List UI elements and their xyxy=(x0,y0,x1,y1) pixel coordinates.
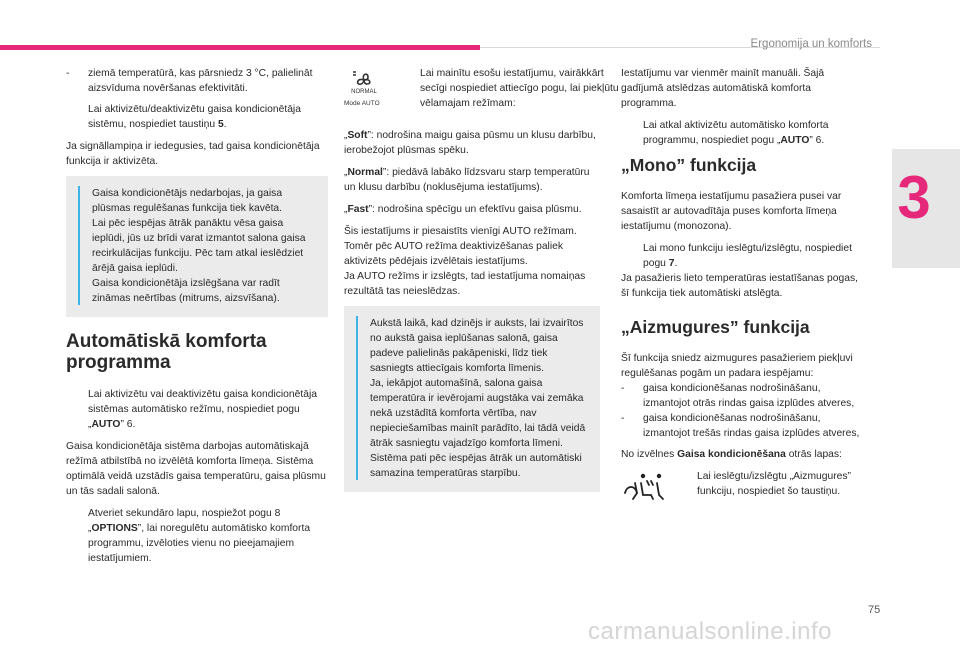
dash-marker: - xyxy=(621,413,625,424)
paragraph: Gaisa kondicionētāja sistēma darbojas automātiskajā režīmā atbilstībā no izvēlētā komforta līmeņa. Sistēma optimālā veidā uzstādīs gaisa temperatūru, gaisa plūsmu un tās sadali salonā. xyxy=(66,441,326,497)
button-ref: OPTIONS xyxy=(91,523,138,534)
instruction-text: Lai mainītu esošu iestatījumu, vairākkārt secīgi nospiediet attiecīgo pogu, lai piekļūtu vēlamajam režīmam: xyxy=(420,68,619,109)
section-title: Automātiskā komforta programma xyxy=(66,331,267,373)
paragraph: Ja pasažieris lieto temperatūras iestatīšanas pogas, šī funkcija tiek automātiski atslēgta. xyxy=(621,273,858,299)
instruction-text: Lai atkal aktivizētu automātisko komforta programmu, nospiediet pogu „ xyxy=(643,120,829,146)
mode-icon-sub: NORMAL xyxy=(351,89,377,95)
paragraph: Šis iestatījums ir piesaistīts vienīgi AUTO režīmam. Tomēr pēc AUTO režīma deaktivizēšanas paliek aktivizēts pēdējais izvēlētais iestatījums. xyxy=(344,226,577,267)
note-line: Gaisa kondicionētājs nedarbojas, ja gaisa plūsmas regulēšanas funkcija tiek kavēta. xyxy=(92,188,283,214)
list-item xyxy=(66,66,328,96)
instruction-item xyxy=(66,387,328,432)
mode-auto-label: Mode AUTO xyxy=(344,100,380,107)
page-number: 75 xyxy=(868,604,881,616)
instruction-item xyxy=(66,102,328,132)
column-3 xyxy=(621,66,865,529)
mode-name: Soft xyxy=(347,130,368,141)
list-item xyxy=(621,381,865,411)
instruction-text: Lai ieslēgtu/izslēgtu „Aizmugures” funkciju, nospiediet šo taustiņu. xyxy=(697,471,851,497)
text: otrās lapas: xyxy=(785,449,842,460)
list-item-text: gaisa kondicionēšanas nodrošināšanu, izmantojot otrās rindas gaisa izplūdes atveres, xyxy=(643,383,855,409)
button-ref: AUTO xyxy=(780,135,810,146)
instruction-text-end: . xyxy=(674,258,678,269)
mode-desc: ”: nodrošina spēcīgu un efektīvu gaisa plūsmu. xyxy=(368,204,582,215)
mode-name: Normal xyxy=(347,167,383,178)
info-note xyxy=(66,176,328,317)
instruction-item xyxy=(621,241,865,271)
instruction-text-end: ” 6. xyxy=(120,419,136,430)
header-accent-bar xyxy=(0,45,480,50)
menu-ref: Gaisa kondicionēšana xyxy=(677,449,786,460)
quote-open: „ xyxy=(344,204,348,215)
quote-open: „ xyxy=(344,167,348,178)
instruction-text-end: ”, lai noregulētu automātisko komforta programmu, izvēloties vienu no pieejamajiem iestatījumiem. xyxy=(88,523,311,564)
column-2 xyxy=(344,66,619,506)
paragraph: Šī funkcija sniedz aizmugures pasažieriem piekļuvi regulēšanas pogām un padara iespējamu: xyxy=(621,353,853,379)
info-icon xyxy=(78,186,80,305)
paragraph xyxy=(621,447,865,462)
info-note xyxy=(344,306,600,492)
instruction-item xyxy=(621,118,865,148)
rear-function-row xyxy=(621,469,865,529)
mode-desc: ”: piedāvā labāko līdzsvaru starp temperatūru un klusu darbību (noklusējuma iestatījums). xyxy=(344,167,590,193)
instruction-text: Lai aktivizētu/deaktivizētu gaisa kondicionētāja sistēmu, nospiediet taustiņu xyxy=(88,104,301,130)
paragraph: Iestatījumu var vienmēr mainīt manuāli. Šajā gadījumā atslēdzas automātiskā komforta programma. xyxy=(621,68,825,109)
note-line: Aukstā laikā, kad dzinējs ir auksts, lai izvairītos no aukstā gaisa ieplūšanas salonā, gaisa padeve palielinās pakāpeniski, līdz tiek sasniegts attiecīgais komforta līmenis. xyxy=(370,318,584,374)
instruction-text: Atveriet sekundāro lapu, nospiežot pogu 8 „ xyxy=(88,508,281,534)
button-ref: 7 xyxy=(668,258,675,269)
list-item-text: gaisa kondicionēšanas nodrošināšanu, izmantojot trešās rindas gaisa izplūdes atveres, xyxy=(643,413,860,439)
page-header-title: Ergonomija un komforts xyxy=(750,38,872,50)
column-1 xyxy=(66,66,328,573)
button-ref: 5 xyxy=(217,119,224,130)
note-line: Lai pēc iespējas ātrāk panāktu vēsa gaisa ieplūdi, jūs uz brīdi varat izmantot salona gaisa recirkulācijas funkciju. Pēc tam atkal ieslēdziet ārējā gaisa ieplūdi. xyxy=(92,218,306,274)
paragraph: Ja signāllampiņa ir iedegusies, tad gaisa kondicionētāja funkcija ir aktivizēta. xyxy=(66,141,320,167)
rear-passengers-icon xyxy=(621,471,665,501)
instruction-text: Lai aktivizētu vai deaktivizētu gaisa kondicionētāja sistēmas automātisko režīmu, nospiediet pogu „ xyxy=(88,389,317,430)
instruction-item xyxy=(398,66,620,111)
paragraph-normal xyxy=(344,165,600,195)
note-line: Ja, iekāpjot automašīnā, salona gaisa temperatūra ir ievērojami augstāka vai zemāka nekā uzstādītā komforta vērtība, nav nepieciešamības mainīt parādīto, lai tādā veidā ātrāk sasniegtu vajadzīgo komforta līmeni. Sistēma pati pēc iespējas ātrāk un automātiski samazina temperatūras starpību. xyxy=(370,378,586,479)
mode-name: Fast xyxy=(347,204,369,215)
instruction-text-end: ” 6. xyxy=(809,135,825,146)
watermark: carmanualsonline.info xyxy=(588,618,832,645)
paragraph-fast xyxy=(344,202,600,217)
mode-auto-row xyxy=(344,66,619,124)
section-title-mono: „Mono” funkcija xyxy=(621,155,757,175)
note-line: Gaisa kondicionētāja izslēgšana var radīt zināmas neērtības (mitrums, aizsvīšana). xyxy=(92,278,280,304)
paragraph: Ja AUTO režīms ir izslēgts, tad iestatījuma nomaiņas rezultātā tas neieslēdzas. xyxy=(344,271,586,297)
quote-open: „ xyxy=(344,130,348,141)
paragraph: Komforta līmeņa iestatījumu pasažiera pusei var sasaistīt ar autovadītāja puses komforta līmeņa iestatījumu (monozona). xyxy=(621,191,842,232)
instruction-item xyxy=(675,469,887,499)
dash-marker: - xyxy=(66,68,70,79)
chapter-number: 3 xyxy=(897,164,931,231)
instruction-item xyxy=(66,506,328,566)
section-title-rear: „Aizmugures” funkcija xyxy=(621,317,810,337)
instruction-text: Lai mono funkciju ieslēgtu/izslēgtu, nospiediet pogu xyxy=(643,243,852,269)
text: No izvēlnes xyxy=(621,449,678,460)
mode-desc: ”: nodrošina maigu gaisa pūsmu un klusu darbību, ierobežojot plūsmas spēku. xyxy=(344,130,596,156)
list-item-text: ziemā temperatūrā, kas pārsniedz 3 °C, palielināt aizsvīduma novēršanas efektivitāti. xyxy=(88,68,313,94)
paragraph-soft xyxy=(344,128,600,158)
list-item xyxy=(621,411,865,441)
info-icon xyxy=(356,316,358,480)
instruction-text-end: . xyxy=(223,119,227,130)
dash-marker: - xyxy=(621,383,625,394)
button-ref: AUTO xyxy=(91,419,121,430)
